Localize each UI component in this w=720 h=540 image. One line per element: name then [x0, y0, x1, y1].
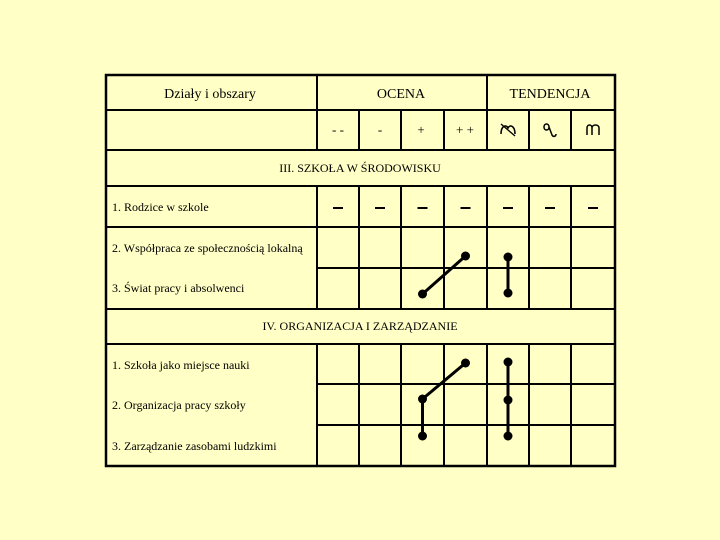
section-title-4: IV. ORGANIZACJA I ZARZĄDZANIE	[262, 319, 458, 333]
rating-marker-point	[461, 252, 470, 261]
col-very-low: - -	[332, 122, 344, 137]
col-high: +	[417, 122, 425, 137]
col-very-high: + +	[456, 122, 474, 137]
row-label: 2. Współpraca ze społecznością lokalną	[112, 241, 303, 255]
flat-arrow-icon	[544, 124, 556, 136]
down-arrow-icon	[587, 125, 599, 135]
header-trend: TENDENCJA	[509, 87, 591, 102]
row-label: 1. Szkoła jako miejsce nauki	[112, 358, 250, 372]
row-label: 1. Rodzice w szkole	[112, 200, 209, 214]
rating-marker-point	[418, 432, 427, 441]
trend-marker-point	[504, 253, 513, 262]
trend-marker-point	[504, 358, 513, 367]
marker-layer	[418, 252, 513, 441]
row-label: 3. Zarządzanie zasobami ludzkimi	[112, 439, 277, 453]
header-areas: Działy i obszary	[164, 87, 256, 102]
trend-marker-point	[504, 396, 513, 405]
rating-marker-point	[418, 395, 427, 404]
header-rating: OCENA	[376, 87, 426, 102]
rating-marker-point	[418, 290, 427, 299]
row-label: 3. Świat pracy i absolwenci	[112, 281, 245, 295]
row-label: 2. Organizacja pracy szkoły	[112, 398, 246, 412]
trend-marker-point	[504, 432, 513, 441]
rating-marker-point	[461, 359, 470, 368]
section-title-3: III. SZKOŁA W ŚRODOWISKU	[279, 161, 441, 175]
up-arrow-icon	[501, 124, 515, 136]
col-low: -	[377, 122, 383, 137]
trend-marker-point	[504, 289, 513, 298]
